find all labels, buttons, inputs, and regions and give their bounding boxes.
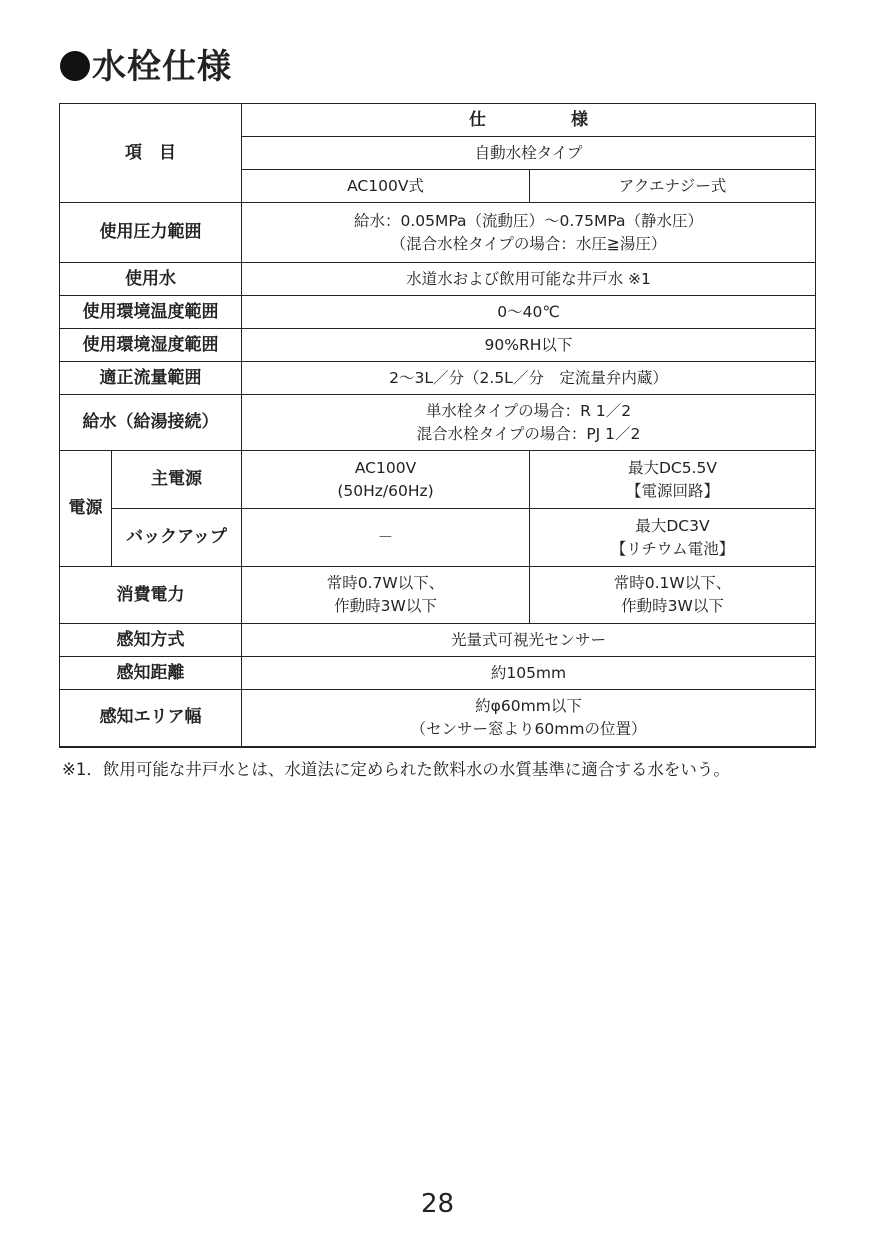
- consumption-ac: [242, 567, 530, 624]
- area-value: [242, 690, 816, 747]
- power-main-ac-line1: AC100V: [354, 458, 417, 477]
- consumption-ac-line2: 作動時3W以下: [334, 597, 437, 615]
- page-title: [60, 42, 232, 92]
- flow-value: 2～3L／分（2.5L／分 定流量弁内蔵）: [242, 362, 816, 395]
- supply-value: [242, 395, 816, 451]
- consumption-label: 消費電力: [60, 567, 242, 624]
- header-col-aqua: アクエナジー式: [530, 170, 816, 203]
- table-row: [60, 657, 816, 690]
- table-row: [60, 329, 816, 362]
- table-row: [60, 395, 816, 451]
- power-main-label: 主電源: [112, 451, 242, 509]
- humidity-label: 使用環境湿度範囲: [60, 329, 242, 362]
- bullet-icon: [60, 51, 90, 81]
- table-row: [60, 624, 816, 657]
- pressure-line1: 給水：0.05MPa（流動圧）～0.75MPa（静水圧）: [353, 211, 704, 230]
- power-main-aqua-line1: 最大DC5.5V: [627, 458, 717, 477]
- page-number: 28: [420, 1189, 455, 1219]
- pressure-line2: （混合水栓タイプの場合：水圧≧湯圧）: [390, 234, 667, 253]
- power-label: 電源: [60, 451, 112, 567]
- header-item: 項 目: [60, 104, 242, 203]
- area-line1: 約φ60mm以下: [475, 696, 582, 715]
- table-row: [60, 263, 816, 296]
- consumption-ac-line1: 常時0.7W以下、: [326, 574, 445, 592]
- header-spec: 仕 様: [242, 104, 816, 137]
- table-row: [60, 296, 816, 329]
- consumption-aqua-line2: 作動時3W以下: [621, 597, 724, 615]
- distance-label: 感知距離: [60, 657, 242, 690]
- method-value: 光量式可視光センサー: [242, 624, 816, 657]
- area-line2: （センサー窓より60mmの位置）: [410, 719, 647, 738]
- consumption-aqua-line1: 常時0.1W以下、: [613, 574, 732, 592]
- flow-label: 適正流量範囲: [60, 362, 242, 395]
- header-type: 自動水栓タイプ: [242, 137, 816, 170]
- power-main-ac: [242, 451, 530, 509]
- water-value: 水道水および飲用可能な井戸水 ※1: [242, 263, 816, 296]
- page-title-text: 水栓仕様: [92, 47, 232, 87]
- supply-line2: 混合水栓タイプの場合：PJ 1／2: [416, 424, 641, 443]
- pressure-label: 使用圧力範囲: [60, 203, 242, 263]
- power-main-aqua-line2: 【電源回路】: [625, 481, 719, 500]
- power-backup-aqua-line2: 【リチウム電池】: [610, 539, 735, 558]
- supply-line1: 単水栓タイプの場合：R 1／2: [425, 401, 632, 420]
- table-row: [60, 451, 816, 509]
- table-row: [60, 690, 816, 747]
- distance-value: 約105mm: [242, 657, 816, 690]
- table-row: [60, 567, 816, 624]
- power-backup-ac: －: [242, 509, 530, 567]
- table-row: [60, 509, 816, 567]
- power-backup-aqua-line1: 最大DC3V: [635, 516, 710, 535]
- water-label: 使用水: [60, 263, 242, 296]
- consumption-aqua: [530, 567, 816, 624]
- table-row: [60, 362, 816, 395]
- spec-table: [59, 103, 816, 748]
- header-col-ac: AC100V式: [242, 170, 530, 203]
- footnote: ※1．飲用可能な井戸水とは、水道法に定められた飲料水の水質基準に適合する水をいう。: [62, 760, 730, 779]
- power-backup-label: バックアップ: [112, 509, 242, 567]
- power-backup-aqua: [530, 509, 816, 567]
- power-main-aqua: [530, 451, 816, 509]
- temp-value: 0～40℃: [242, 296, 816, 329]
- humidity-value: 90%RH以下: [242, 329, 816, 362]
- temp-label: 使用環境温度範囲: [60, 296, 242, 329]
- table-row: [60, 203, 816, 263]
- pressure-value: [242, 203, 816, 263]
- area-label: 感知エリア幅: [60, 690, 242, 747]
- table-row: [60, 104, 816, 137]
- method-label: 感知方式: [60, 624, 242, 657]
- power-main-ac-line2: (50Hz/60Hz): [337, 481, 434, 500]
- supply-label: 給水（給湯接続）: [60, 395, 242, 451]
